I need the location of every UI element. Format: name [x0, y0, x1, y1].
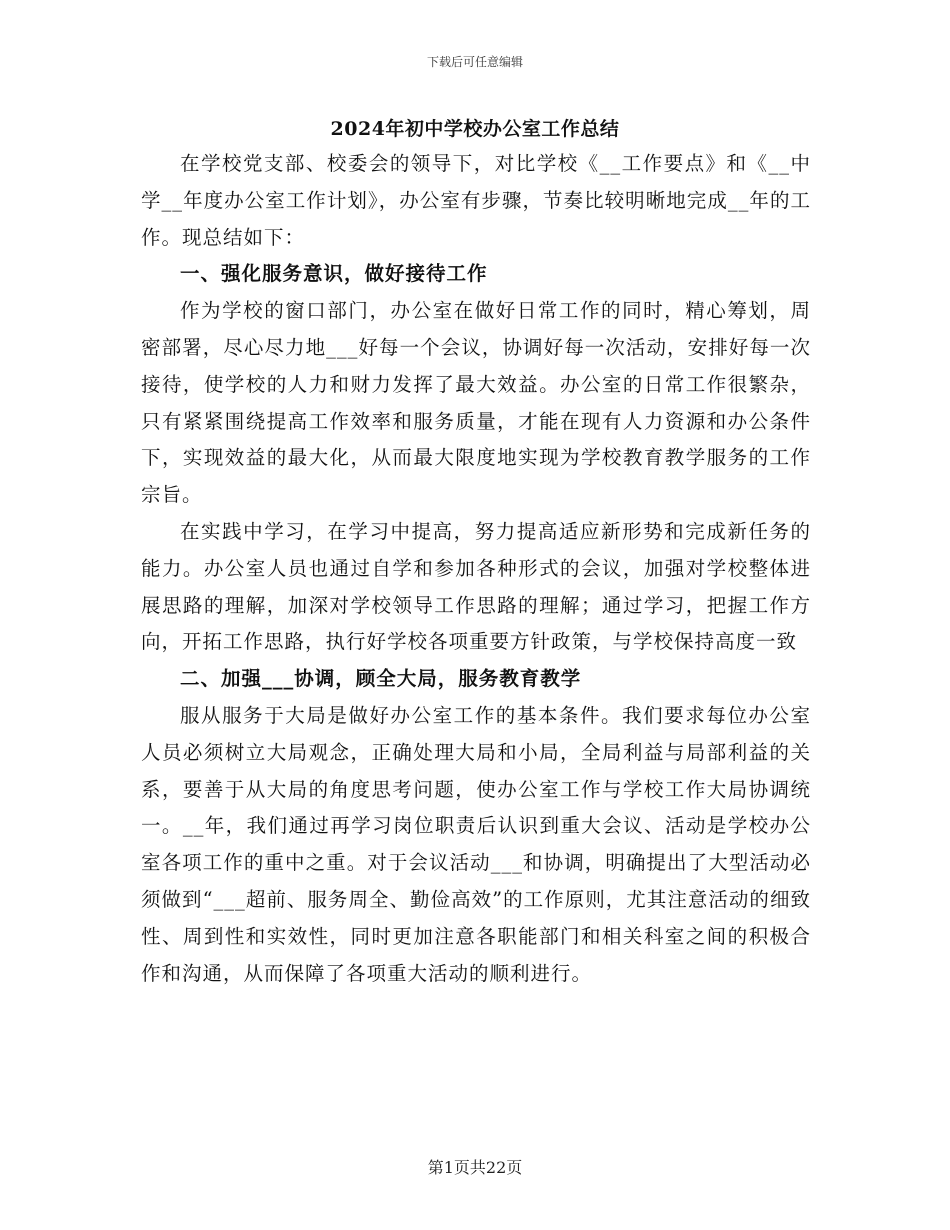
- section-1-paragraph-2: 在实践中学习，在学习中提高，努力提高适应新形势和完成新任务的能力。办公室人员也通过自学和参加各种形式的会议，加强对学校整体进展思路的理解，加深对学校领导工作思路的理解；通过学习，把握工作方向，开拓工作思路，执行好学校各项重要方针政策，与学校保持高度一致: [141, 519, 811, 654]
- document-body: [141, 146, 811, 992]
- section-2-paragraph-1: 服从服务于大局是做好办公室工作的基本条件。我们要求每位办公室人员必须树立大局观念，正确处理大局和小局，全局利益与局部利益的关系，要善于从大局的角度思考问题，使办公室工作与学校工作大局协调统一。__年，我们通过再学习岗位职责后认识到重大会议、活动是学校办公室各项工作的重中之重。对于会议活动___和协调，明确提出了大型活动必须做到“___超前、服务周全、勤俭高效”的工作原则，尤其注意活动的细致性、周到性和实效性，同时更加注意各职能部门和相关科室之间的积极合作和沟通，从而保障了各项重大活动的顺利进行。: [141, 703, 811, 985]
- header-note: 下载后可任意编辑: [426, 55, 523, 69]
- intro-paragraph: 在学校党支部、校委会的领导下，对比学校《__工作要点》和《__中学__年度办公室工作计划》，办公室有步骤，节奏比较明晰地完成__年的工作。现总结如下：: [141, 152, 811, 249]
- section-2-heading: 二、加强___协调，顾全大局，服务教育教学: [180, 667, 582, 691]
- section-1-heading: 一、强化服务意识，做好接待工作: [180, 262, 488, 286]
- document-title: 2024年初中学校办公室工作总结: [330, 118, 620, 140]
- page-footer: 第1页共22页: [427, 1158, 523, 1177]
- section-1-paragraph-1: 作为学校的窗口部门，办公室在做好日常工作的同时，精心筹划，周密部署，尽心尽力地___好每一个会议，协调好每一次活动，安排好每一次接待，使学校的人力和财力发挥了最大效益。办公室的日常工作很繁杂，只有紧紧围绕提高工作效率和服务质量，才能在现有人力资源和办公条件下，实现效益的最大化，从而最大限度地实现为学校教育教学服务的工作宗旨。: [141, 299, 811, 507]
